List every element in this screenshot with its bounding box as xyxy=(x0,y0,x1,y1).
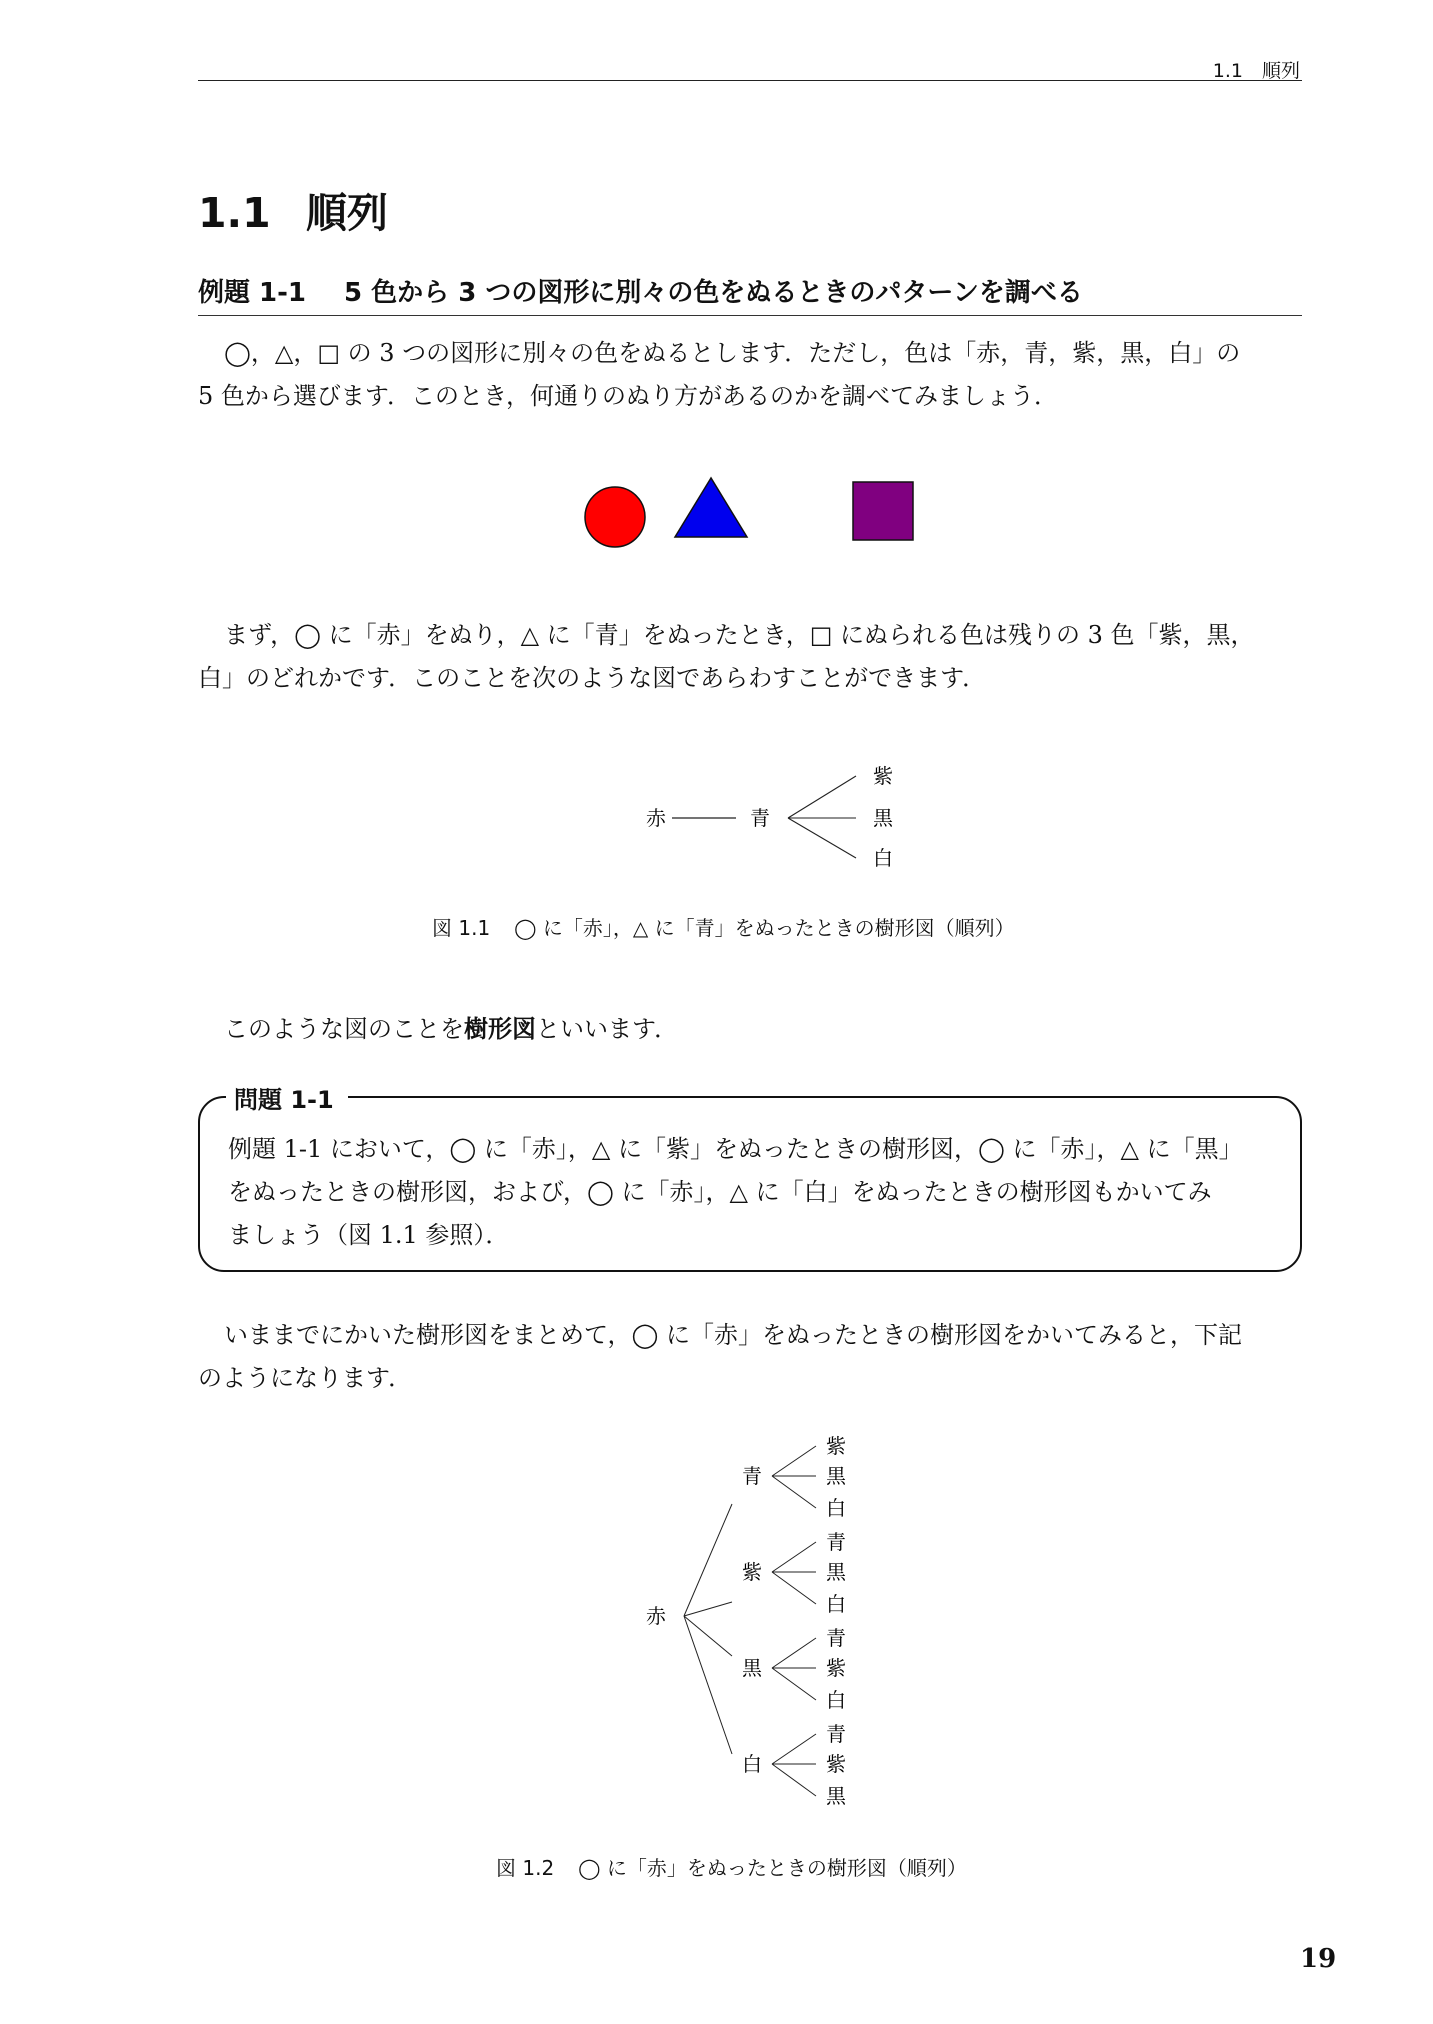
intro-line: 5 色から選びます．このとき，何通りのぬり方があるのかを調べてみましょう． xyxy=(198,382,1059,410)
tree1-child: 青 xyxy=(750,806,770,830)
paragraph-line: いままでにかいた樹形図をまとめて，◯ に「赤」をぬったときの樹形図をかいてみると，下記 xyxy=(224,1321,1243,1349)
term-tree-diagram: 樹形図 xyxy=(464,1015,536,1043)
tree2-leaf: 黒 xyxy=(826,1464,846,1488)
tree2-branch: 白 xyxy=(742,1752,762,1776)
tree2-leaf: 紫 xyxy=(826,1752,846,1776)
intro-line: ◯，△，□ の 3 つの図形に別々の色をぬるとします．ただし，色は「赤，青，紫，黒，白」の xyxy=(224,339,1241,367)
paragraph-3-text: このような図のことを xyxy=(224,1015,464,1043)
tree2-branch: 紫 xyxy=(742,1560,762,1584)
tree-diagram-1 xyxy=(620,750,920,870)
problem-line: をぬったときの樹形図，および，◯ に「赤」，△ に「白」をぬったときの樹形図もかいてみ xyxy=(228,1178,1212,1206)
page-number: 19 xyxy=(1300,1944,1337,1974)
blue-triangle-shape xyxy=(675,478,747,537)
tree2-leaf: 青 xyxy=(826,1530,846,1554)
figure-1-label: 図 1.1 xyxy=(432,916,491,940)
example-title: 5 色から 3 つの図形に別々の色をぬるときのパターンを調べる xyxy=(344,278,1083,308)
tree2-leaf: 白 xyxy=(826,1688,846,1712)
paragraph-3 xyxy=(198,1008,1302,1051)
purple-square-shape xyxy=(853,482,913,540)
tree2-root: 赤 xyxy=(646,1604,666,1628)
section-title xyxy=(198,180,388,239)
section-number: 1.1 xyxy=(198,189,271,237)
intro-paragraph xyxy=(198,332,1302,418)
shapes-figure xyxy=(580,470,920,580)
tree1-leaf: 白 xyxy=(873,846,893,870)
example-rule xyxy=(198,315,1302,316)
running-head: 1.1 順列 xyxy=(1212,60,1300,82)
figure-2-label: 図 1.2 xyxy=(496,1856,555,1880)
tree1-leaf: 紫 xyxy=(873,764,893,788)
header-rule xyxy=(198,80,1302,81)
paragraph-3-text: といいます． xyxy=(536,1015,679,1043)
red-circle-shape xyxy=(585,487,645,547)
paragraph-line: のようになります． xyxy=(198,1364,413,1392)
paragraph-4 xyxy=(198,1314,1302,1400)
tree2-leaf: 白 xyxy=(826,1496,846,1520)
problem-label: 問題 1-1 xyxy=(226,1080,348,1115)
example-heading xyxy=(198,272,1083,309)
tree-diagram-2 xyxy=(620,1420,880,1820)
tree1-root: 赤 xyxy=(646,806,666,830)
tree1-leaf: 黒 xyxy=(873,806,893,830)
tree2-leaf: 紫 xyxy=(826,1434,846,1458)
tree2-branch: 青 xyxy=(742,1464,762,1488)
section-name: 順列 xyxy=(306,189,388,237)
problem-line: 例題 1-1 において，◯ に「赤」，△ に「紫」をぬったときの樹形図，◯ に「赤」，△ に「黒」 xyxy=(228,1135,1243,1163)
paragraph-line: 白」のどれかです．このことを次のような図であらわすことができます． xyxy=(198,664,987,692)
figure-1-caption xyxy=(432,912,1015,941)
tree2-leaf: 黒 xyxy=(826,1784,846,1808)
tree2-leaf: 白 xyxy=(826,1592,846,1616)
tree2-leaf: 青 xyxy=(826,1626,846,1650)
problem-line: ましょう（図 1.1 参照）． xyxy=(228,1221,510,1249)
example-label: 例題 1-1 xyxy=(198,278,307,308)
problem-text xyxy=(228,1128,1288,1257)
figure-1-text: ◯ に「赤」，△ に「青」をぬったときの樹形図（順列） xyxy=(514,916,1015,940)
paragraph-2 xyxy=(198,614,1302,700)
tree2-branch: 黒 xyxy=(742,1656,762,1680)
paragraph-line: まず，◯ に「赤」をぬり，△ に「青」をぬったとき，□ にぬられる色は残りの 3 色「紫，黒， xyxy=(224,621,1255,649)
tree2-leaf: 黒 xyxy=(826,1560,846,1584)
figure-2-caption xyxy=(496,1852,967,1881)
tree2-leaf: 紫 xyxy=(826,1656,846,1680)
tree2-leaf: 青 xyxy=(826,1722,846,1746)
figure-2-text: ◯ に「赤」をぬったときの樹形図（順列） xyxy=(578,1856,967,1880)
